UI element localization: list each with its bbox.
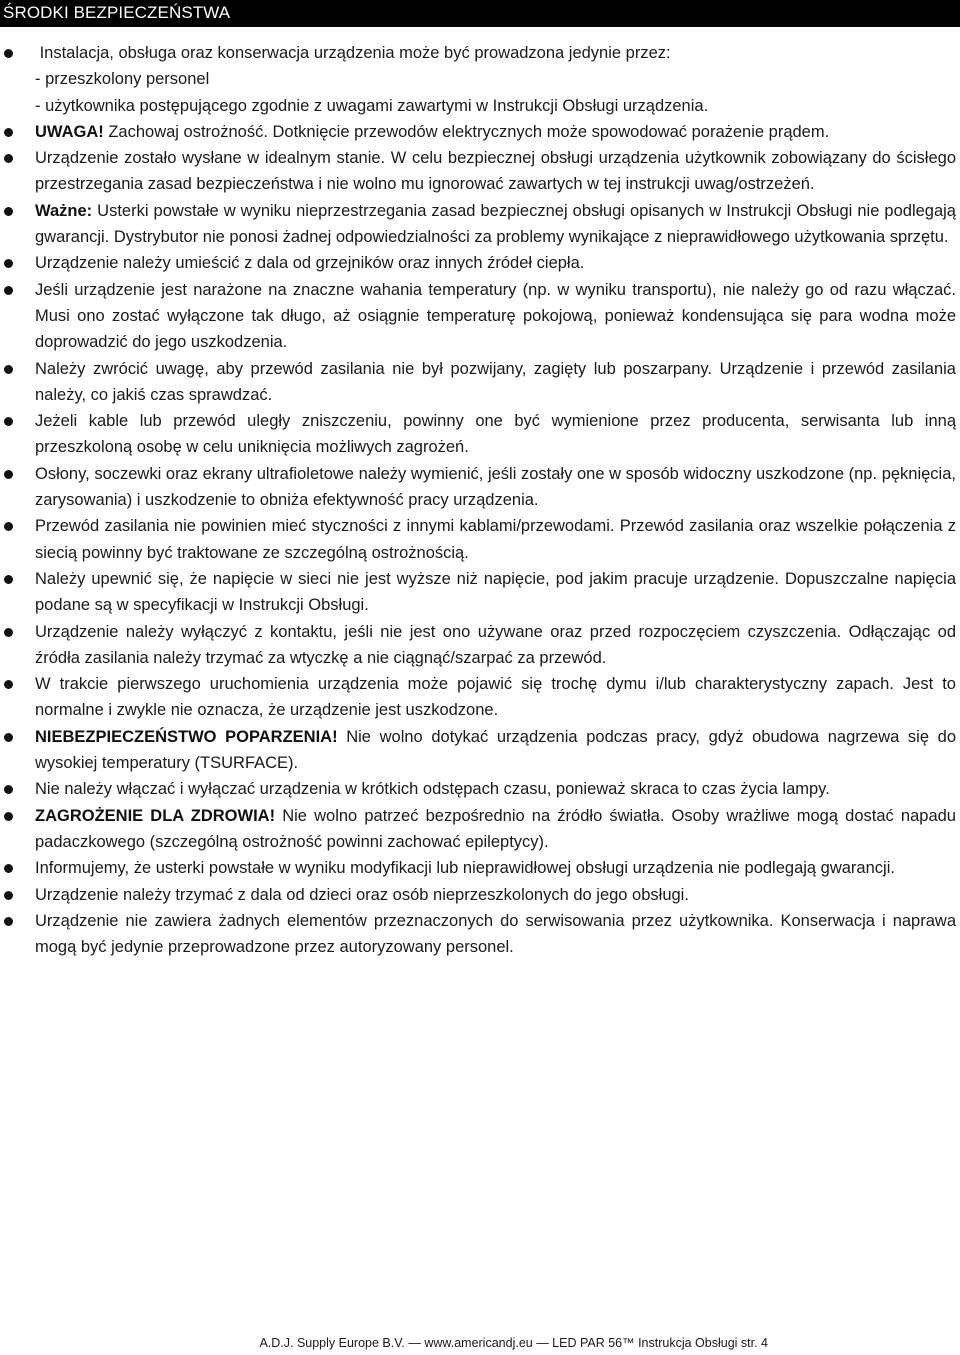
- bullet-icon: [4, 891, 13, 900]
- bullet-icon: [4, 522, 13, 531]
- item-text: Należy zwrócić uwagę, aby przewód zasilania nie był pozwijany, zagięty lub poszarpany. Urządzenie i przewód zasilania należy, co jakiś czas sprawdzać.: [35, 359, 956, 404]
- list-item: [0, 461, 960, 514]
- list-item: [0, 855, 960, 881]
- list-item: [0, 671, 960, 724]
- bullet-icon: [4, 154, 13, 163]
- item-text: Nie należy włączać i wyłączać urządzenia w krótkich odstępach czasu, ponieważ skraca to czas życia lampy.: [35, 780, 830, 799]
- bullet-icon: [4, 286, 13, 295]
- item-text: Urządzenie zostało wysłane w idealnym stanie. W celu bezpiecznej obsługi urządzenia użytkownik zobowiązany do ścisłego przestrzegania zasad bezpieczeństwa i nie wolno mu ignorować zawartych w tej instrukcji uwag/ostrzeżeń.: [35, 149, 956, 194]
- bullet-icon: [4, 812, 13, 821]
- list-item: [0, 619, 960, 672]
- item-text: Należy upewnić się, że napięcie w sieci nie jest wyższe niż napięcie, pod jakim pracuje urządzenie. Dopuszczalne napięcia podane są w specyfikacji w Instrukcji Obsługi.: [35, 569, 956, 615]
- list-item: [0, 250, 960, 276]
- bullet-icon: [4, 417, 13, 426]
- list-item: [0, 776, 960, 802]
- item-text: Urządzenie należy trzymać z dala od dzieci oraz osób nieprzeszkolonych do jego obsługi.: [35, 885, 689, 904]
- list-item: [0, 277, 960, 356]
- bullet-icon: [4, 733, 13, 742]
- list-item: [0, 408, 960, 461]
- item-text: - przeszkolony personel: [35, 70, 210, 89]
- item-emphasis: Ważne:: [35, 201, 93, 220]
- list-item: [0, 566, 960, 619]
- item-text: Nie wolno patrzeć bezpośrednio na źródło światła. Osoby wrażliwe mogą dostać napadu padaczkowego (szczególną ostrożność powinni zachować epileptycy).: [35, 806, 956, 851]
- list-item: [0, 356, 960, 409]
- bullet-icon: [4, 575, 13, 584]
- list-item: [0, 119, 960, 145]
- list-item: [0, 513, 960, 566]
- list-item: [0, 724, 960, 777]
- list-item: [0, 40, 960, 119]
- bullet-icon: [4, 365, 13, 374]
- item-text: Zachowaj ostrożność. Dotknięcie przewodów elektrycznych może spowodować porażenie prądem.: [103, 122, 830, 141]
- bullet-icon: [4, 917, 13, 926]
- bullet-icon: [4, 49, 13, 58]
- item-text: Urządzenie należy umieścić z dala od grzejników oraz innych źródeł ciepła.: [35, 254, 585, 273]
- safety-instructions-list: [0, 40, 960, 960]
- bullet-icon: [4, 128, 13, 137]
- bullet-icon: [4, 207, 13, 216]
- item-emphasis: UWAGA!: [35, 122, 104, 141]
- bullet-icon: [4, 680, 13, 689]
- item-emphasis: ZAGROŻENIE DLA ZDROWIA!: [35, 806, 276, 825]
- item-text: Przewód zasilania nie powinien mieć styczności z innymi kablami/przewodami. Przewód zasilania oraz wszelkie połączenia z siecią powinny być traktowane ze szczególną ostrożnością.: [35, 517, 956, 562]
- page-footer: A.D.J. Supply Europe B.V. — www.americandj.eu — LED PAR 56™ Instrukcja Obsługi str. 4: [259, 1336, 768, 1350]
- list-item: [0, 145, 960, 198]
- item-text: - użytkownika postępującego zgodnie z uwagami zawartymi w Instrukcji Obsługi urządzenia.: [35, 96, 709, 115]
- bullet-icon: [4, 785, 13, 794]
- item-text: Informujemy, że usterki powstałe w wyniku modyfikacji lub nieprawidłowej obsługi urządzenia nie podlegają gwarancji.: [35, 859, 895, 878]
- item-text: Instalacja, obsługa oraz konserwacja urządzenia może być prowadzona jedynie przez:: [35, 44, 671, 62]
- item-text: W trakcie pierwszego uruchomienia urządzenia może pojawić się trochę dymu i/lub charakterystyczny zapach. Jest to normalne i zwykle nie oznacza, że urządzenie jest uszkodzone.: [35, 675, 956, 720]
- item-text: Usterki powstałe w wyniku nieprzestrzegania zasad bezpiecznej obsługi opisanych w Instrukcji Obsługi nie podlegają gwarancji. Dystrybutor nie ponosi żadnej odpowiedzialności za problemy wynikające z nieprawidłowego użytkowania sprzętu.: [35, 201, 956, 247]
- bullet-icon: [4, 864, 13, 873]
- item-text: Urządzenie nie zawiera żadnych elementów przeznaczonych do serwisowania przez użytkownika. Konserwacja i naprawa mogą być jedynie przeprowadzone przez autoryzowany personel.: [35, 911, 956, 957]
- bullet-icon: [4, 259, 13, 268]
- section-header-bar: [0, 0, 960, 27]
- list-item: [0, 198, 960, 251]
- item-text: Osłony, soczewki oraz ekrany ultrafioletowe należy wymienić, jeśli zostały one w sposób widoczny uszkodzone (np. pęknięcia, zarysowania) i uszkodzenie to obniża efektywność pracy urządzenia.: [35, 464, 956, 510]
- item-text: Urządzenie należy wyłączyć z kontaktu, jeśli nie jest ono używane oraz przed rozpoczęciem czyszczenia. Odłączając od źródła zasilania należy trzymać za wtyczkę a nie ciągnąć/szarpać za przewód.: [35, 622, 956, 667]
- item-text: Jeśli urządzenie jest narażone na znaczne wahania temperatury (np. w wyniku transportu), nie należy go od razu włączać. Musi ono zostać wyłączone tak długo, aż osiągnie temperaturę pokojową, ponieważ kondensująca się para wodna może doprowadzić do jego uszkodzenia.: [35, 280, 956, 352]
- list-item: [0, 908, 960, 961]
- section-title: ŚRODKI BEZPIECZEŃSTWA: [3, 3, 231, 22]
- list-item: [0, 882, 960, 908]
- bullet-icon: [4, 628, 13, 637]
- item-text: Jeżeli kable lub przewód uległy zniszczeniu, powinny one być wymienione przez producenta, serwisanta lub inną przeszkoloną osobę w celu uniknięcia możliwych zagrożeń.: [35, 412, 956, 457]
- item-text: Nie wolno dotykać urządzenia podczas pracy, gdyż obudowa nagrzewa się do wysokiej temperatury (TSURFACE).: [35, 727, 956, 773]
- list-item: [0, 803, 960, 856]
- bullet-icon: [4, 470, 13, 479]
- item-emphasis: NIEBEZPIECZEŃSTWO POPARZENIA!: [35, 727, 338, 746]
